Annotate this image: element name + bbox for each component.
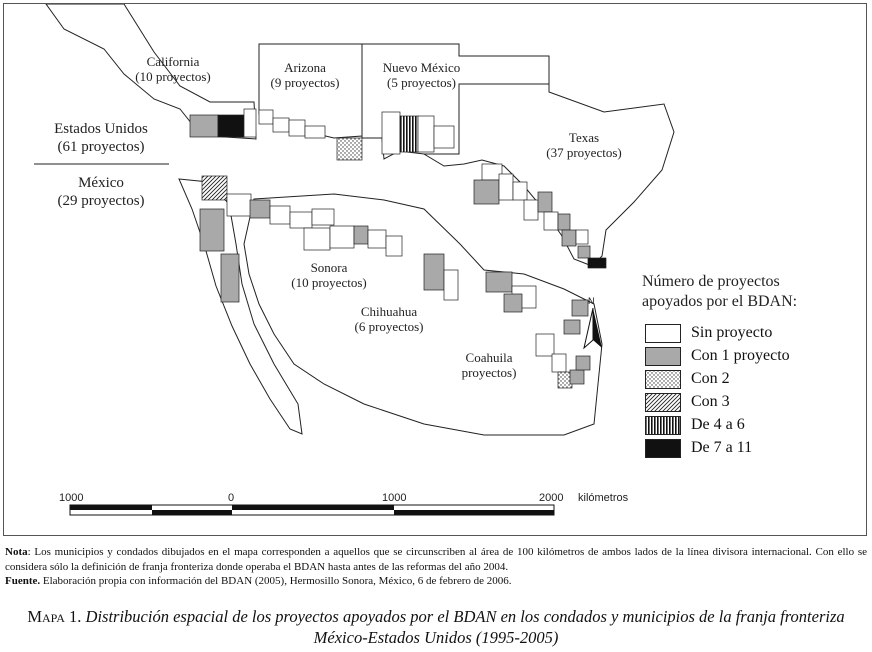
scale-tick-3: 1000 (382, 492, 407, 504)
legend-title-abbr: BDAN: (747, 293, 798, 310)
label-sonora: Sonora (10 proyectos) (291, 260, 367, 290)
scale-bar (70, 505, 554, 515)
scale-tick-4: 2000 (539, 492, 564, 504)
fuente-paragraph: Fuente. Elaboración propia con información del BDAN (2005), Hermosillo Sonora, México, 6 de febrero de 2006. (5, 575, 512, 587)
map-caption: Mapa 1. Distribución espacial de los proyectos apoyados por el BDAN en los condados y municipios de la franja fronteriza México-Estados Unidos (1995-2005) (27, 607, 845, 647)
label-chihuahua: Chihuahua (6 proyectos) (354, 304, 424, 334)
scale-tick-1: 1000 (59, 492, 84, 504)
label-nuevo-mexico: Nuevo México (5 proyectos) (382, 60, 461, 90)
label-estados-unidos: Estados Unidos (61 proyectos) (54, 121, 148, 155)
legend-title: Número de proyectos apoyados por el BDAN: (642, 273, 798, 310)
map-frame (3, 3, 867, 536)
label-california: California (10 proyectos) (135, 54, 211, 84)
scale-tick-2: 0 (228, 492, 235, 504)
label-arizona: Arizona (9 proyectos) (270, 60, 340, 90)
label-mexico: México (29 proyectos) (57, 175, 145, 209)
scale-unit: kilómetros (578, 492, 629, 504)
caption-line2: México-Estados Unidos (1995-2005) (313, 628, 559, 647)
nota-paragraph: Nota: Los municipios y condados dibujados en el mapa corresponden a aquellos que se circunscriben al área de 100 kilómetros de ambos lados de la línea divisora internacional. Con ello se considera sólo la definición de franja fronteriza donde operaba el BDAN hasta antes de las reformas del año 2004. (5, 546, 867, 573)
map-legend: Número de proyectos apoyados por el BDAN: Sin proyecto Con 1 proyecto Con 2 Con 3 De 4 a 6 De 7 a 11 (642, 273, 798, 456)
north-arrow-icon (582, 296, 604, 350)
label-coahuila: Coahuila proyectos) (461, 350, 517, 380)
label-texas: Texas (37 proyectos) (546, 130, 622, 160)
caption-label: Mapa 1. (27, 607, 82, 626)
north-label: N (588, 296, 595, 306)
state-texas (424, 84, 674, 266)
map-notes (5, 545, 867, 589)
